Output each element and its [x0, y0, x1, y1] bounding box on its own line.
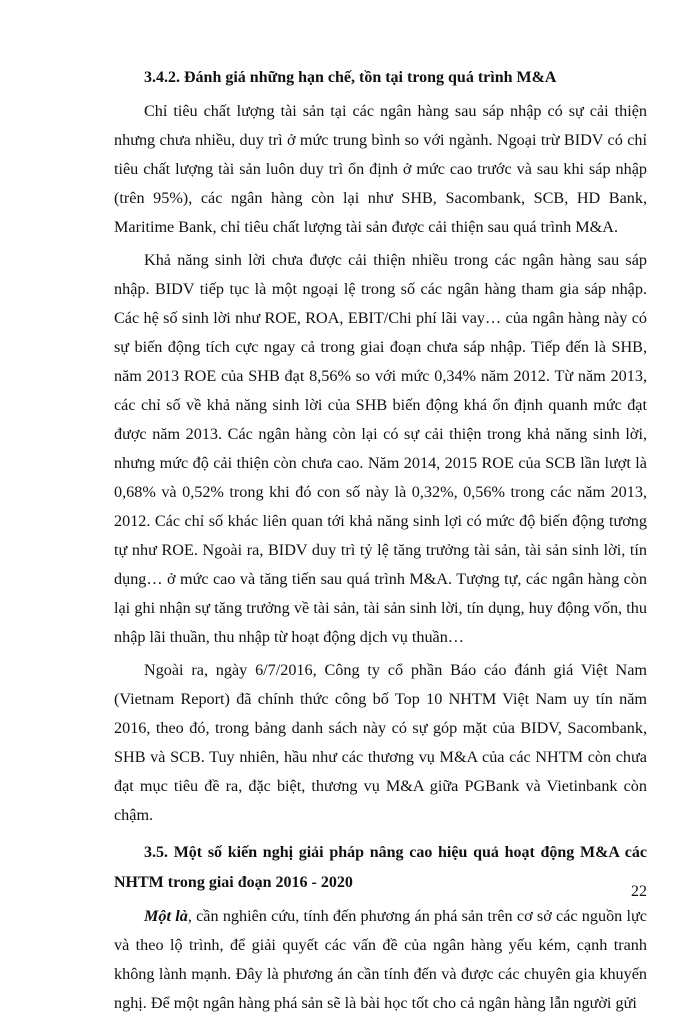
paragraph-asset-quality: Chỉ tiêu chất lượng tài sản tại các ngân hàng sau sáp nhập có sự cải thiện nhưng chưa nhiều, duy trì ở mức trung bình so với ngành. Ngoại trừ BIDV có chỉ tiêu chất lượng tài sản luôn duy trì ổn định ở mức cao trước và sau khi sáp nhập (trên 95%), các ngân hàng còn lại như SHB, Sacombank, SCB, HD Bank, Maritime Bank, chỉ tiêu chất lượng tài sản được cải thiện sau quá trình M&A. [114, 102, 647, 236]
lead-phrase: Một là [144, 907, 188, 925]
section-heading-3-4-2: 3.4.2. Đánh giá những hạn chế, tồn tại trong quá trình M&A [144, 69, 557, 86]
paragraph-vietnam-report: Ngoài ra, ngày 6/7/2016, Công ty cổ phần Báo cáo đánh giá Việt Nam (Vietnam Report) đã chính thức công bố Top 10 NHTM Việt Nam uy tín năm 2016, theo đó, trong bảng danh sách này có sự góp mặt của BIDV, Sacombank, SHB và SCB. Tuy nhiên, hầu như các thương vụ M&A của các NHTM còn chưa đạt mục tiêu đề ra, đặc biệt, thương vụ M&A giữa PGBank và Vietinbank còn chậm. [114, 661, 647, 824]
paragraph-recommendation-one [114, 902, 647, 1018]
section-heading-3-5: 3.5. Một số kiến nghị giải pháp nâng cao hiệu quả hoạt động M&A các NHTM trong giai đoạn 2016 - 2020 [114, 844, 647, 891]
page-content [114, 63, 647, 1018]
page-number: 22 [631, 883, 647, 900]
paragraph-profitability: Khả năng sinh lời chưa được cải thiện nhiều trong các ngân hàng sau sáp nhập. BIDV tiếp tục là một ngoại lệ trong số các ngân hàng tham gia sáp nhập. Các hệ số sinh lời như ROE, ROA, EBIT/Chi phí lãi vay… của ngân hàng này có sự biến động tích cực ngay cả trong giai đoạn chưa sáp nhập. Tiếp đến là SHB, năm 2013 ROE của SHB đạt 8,56% so với mức 0,34% năm 2012. Từ năm 2013, các chỉ số về khả năng sinh lời của SHB biến động khá ổn định quanh mức đạt được năm 2013. Các ngân hàng còn lại có sự cải thiện trong khả năng sinh lời, nhưng mức độ cải thiện còn chưa cao. Năm 2014, 2015 ROE của SCB lần lượt là 0,68% và 0,52% trong khi đó con số này là 0,32%, 0,56% trong các năm 2013, 2012. Các chỉ số khác liên quan tới khả năng sinh lợi có mức độ biến động tương tự như ROE. Ngoài ra, BIDV duy trì tỷ lệ tăng trưởng tài sản, tài sản sinh lời, tín dụng… ở mức cao và tăng tiến sau quá trình M&A. Tượng tự, các ngân hàng còn lại ghi nhận sự tăng trưởng về tài sản, tài sản sinh lời, tín dụng, huy động vốn, thu nhập lãi thuần, thu nhập từ hoạt động dịch vụ thuần… [114, 251, 647, 646]
paragraph-recommendation-one-text: , cần nghiên cứu, tính đến phương án phá sản trên cơ sở các nguồn lực và theo lộ trình, để giải quyết các vấn đề của ngân hàng yếu kém, cạnh tranh không lành mạnh. Đây là phương án cần tính đến và được các chuyên gia khuyến nghị. Để một ngân hàng phá sản sẽ là bài học tốt cho cả ngân hàng lẫn người gửi [114, 907, 647, 1012]
